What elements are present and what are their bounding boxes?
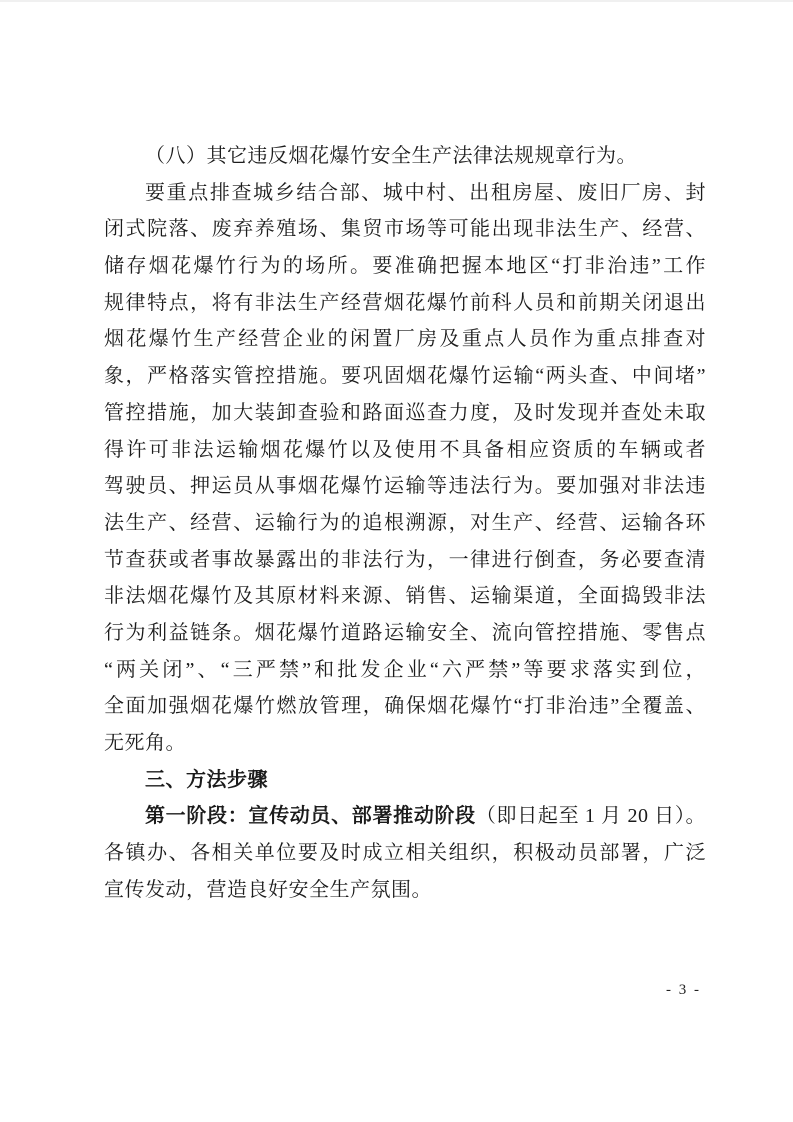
clause-line: （八）其它违反烟花爆竹安全生产法律法规规章行为。 xyxy=(145,145,637,167)
body-line: 烟花爆竹生产经营企业的闲置厂房及重点人员作为重点排查对 xyxy=(104,328,706,351)
stage-title-line xyxy=(104,798,706,835)
body-line: 储存烟花爆竹行为的场所。要准确把握本地区“打非治违”工作 xyxy=(104,255,706,278)
body-line: 宣传发动，营造良好安全生产氛围。 xyxy=(104,878,432,901)
stage-title-bold: 第一阶段：宣传动员、部署推动阶段 xyxy=(145,805,476,828)
body-line: 各镇办、各相关单位要及时成立相关组织，积极动员部署，广泛 xyxy=(104,842,706,865)
page-number: - 3 - xyxy=(666,982,701,998)
body-line: “两关闭”、“三严禁”和批发企业“六严禁”等要求落实到位， xyxy=(104,658,706,681)
body-line: 要重点排查城乡结合部、城中村、出租房屋、废旧厂房、封 xyxy=(145,181,706,204)
body-line: 得许可非法运输烟花爆竹以及使用不具备相应资质的车辆或者 xyxy=(104,438,706,461)
body-line: 闭式院落、废弃养殖场、集贸市场等可能出现非法生产、经营、 xyxy=(104,218,706,241)
body-line: 驾驶员、押运员从事烟花爆竹运输等违法行为。要加强对非法违 xyxy=(104,475,706,498)
body-line: 规律特点，将有非法生产经营烟花爆竹前科人员和前期关闭退出 xyxy=(104,291,706,314)
body-line: 无死角。 xyxy=(104,732,186,754)
body-line: 节查获或者事故暴露出的非法行为，一律进行倒查，务必要查清 xyxy=(104,548,706,571)
section-heading: 三、方法步骤 xyxy=(145,768,268,791)
body-line: 象，严格落实管控措施。要巩固烟花爆竹运输“两头查、中间堵” xyxy=(104,365,706,388)
body-line: 全面加强烟花爆竹燃放管理，确保烟花爆竹“打非治违”全覆盖、 xyxy=(104,695,706,718)
body-line: 行为利益链条。烟花爆竹道路运输安全、流向管控措施、零售点 xyxy=(104,621,706,644)
body-line: 管控措施，加大装卸查验和路面巡查力度，及时发现并查处未取 xyxy=(104,401,706,424)
document-text-block xyxy=(104,138,706,908)
stage-title-rest: （即日起至 1 月 20 日）。 xyxy=(475,805,706,828)
body-line: 非法烟花爆竹及其原材料来源、销售、运输渠道，全面捣毁非法 xyxy=(104,585,706,608)
body-line: 法生产、经营、运输行为的追根溯源，对生产、经营、运输各环 xyxy=(104,511,706,534)
scan-edge-artifact xyxy=(0,0,793,2)
